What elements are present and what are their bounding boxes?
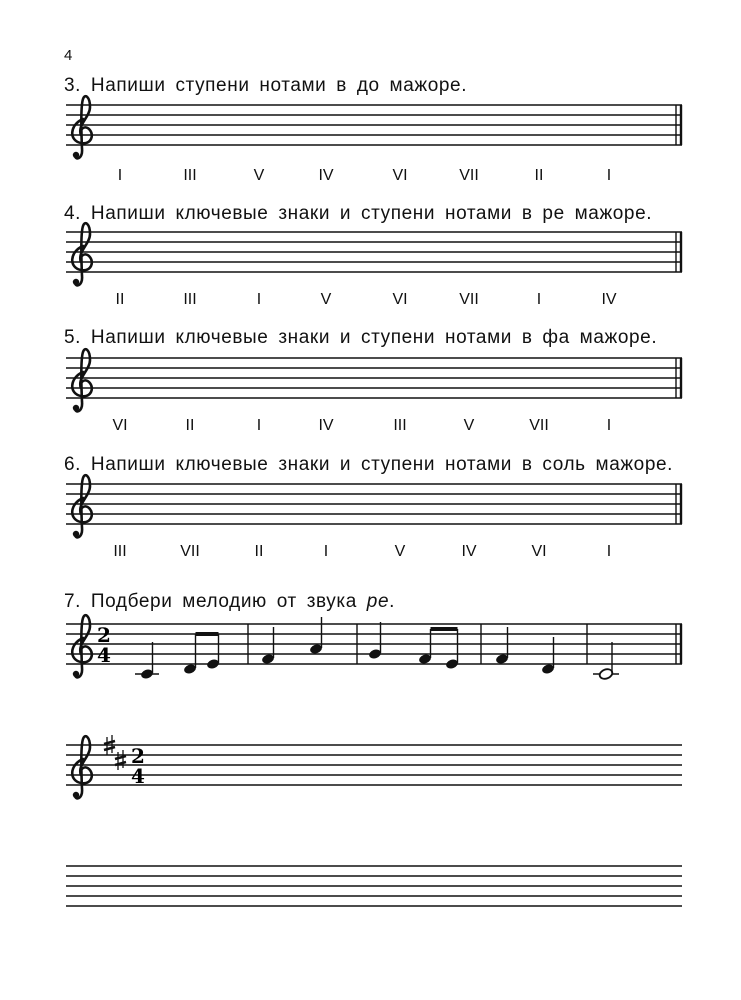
degree-label: VI [392, 167, 408, 184]
degree-label: VI [112, 417, 128, 434]
page-number: 4 [64, 47, 73, 64]
degree-label: I [323, 543, 329, 560]
quarter-note-icon [309, 617, 323, 655]
quarter-note-icon [135, 642, 159, 680]
task-4-staff [66, 223, 682, 285]
blank-staff [66, 866, 682, 906]
half-note-icon [593, 642, 619, 680]
degree-label: VI [392, 291, 408, 308]
quarter-note-icon [495, 627, 509, 665]
degree-label: I [606, 167, 612, 184]
task-7-title-note: ре [366, 591, 390, 612]
degree-label: IV [601, 291, 617, 308]
quarter-note-icon [261, 627, 275, 665]
degree-label: I [536, 291, 542, 308]
quarter-note-icon [541, 637, 555, 675]
answer-time-signature-bottom: 4 [131, 764, 145, 788]
staff-lines [66, 105, 682, 145]
degree-label: I [117, 167, 123, 184]
degree-label: V [463, 417, 475, 434]
degree-label: V [253, 167, 265, 184]
degree-label: II [185, 417, 195, 434]
sharp-icon [115, 750, 126, 770]
time-signature-top: 2 [97, 623, 111, 647]
task-6-staff [66, 475, 682, 537]
degree-label: I [606, 543, 612, 560]
degree-label: I [256, 291, 262, 308]
task-3-staff [66, 96, 682, 158]
degree-label: VII [180, 543, 200, 560]
task-4-title: 4. Напиши ключевые знаки и ступени нотами в ре мажоре. [64, 203, 653, 224]
degree-label: VII [529, 417, 549, 434]
degree-label: VII [459, 167, 479, 184]
degree-label: III [113, 543, 127, 560]
degree-label: III [183, 167, 197, 184]
degree-label: VII [459, 291, 479, 308]
degree-label: IV [318, 167, 334, 184]
quarter-note-icon [368, 622, 382, 660]
degree-label: II [534, 167, 544, 184]
time-signature-bottom: 4 [97, 643, 111, 667]
task-7-answer-staff [66, 735, 682, 798]
degree-label: IV [318, 417, 334, 434]
degree-label: I [606, 417, 612, 434]
task-5-staff [66, 349, 682, 411]
task-3-title: 3. Напиши ступени нотами в до мажоре. [64, 75, 468, 96]
degree-label: V [394, 543, 406, 560]
task-7-title-prefix: 7. Подбери мелодию от звука [64, 591, 367, 612]
task-6-title: 6. Напиши ключевые знаки и ступени нотами в соль мажоре. [64, 454, 674, 475]
task-7-melody-staff [66, 615, 682, 680]
task-7-title-suffix: . [389, 591, 396, 612]
degree-label: III [183, 291, 197, 308]
degree-label: VI [531, 543, 547, 560]
degree-label: III [393, 417, 407, 434]
degree-label: II [115, 291, 125, 308]
degree-label: IV [461, 543, 477, 560]
answer-time-signature-top: 2 [131, 744, 145, 768]
degree-label: V [320, 291, 332, 308]
degree-label: I [256, 417, 262, 434]
degree-label: II [254, 543, 264, 560]
task-5-title: 5. Напиши ключевые знаки и ступени нотами в фа мажоре. [64, 327, 658, 348]
